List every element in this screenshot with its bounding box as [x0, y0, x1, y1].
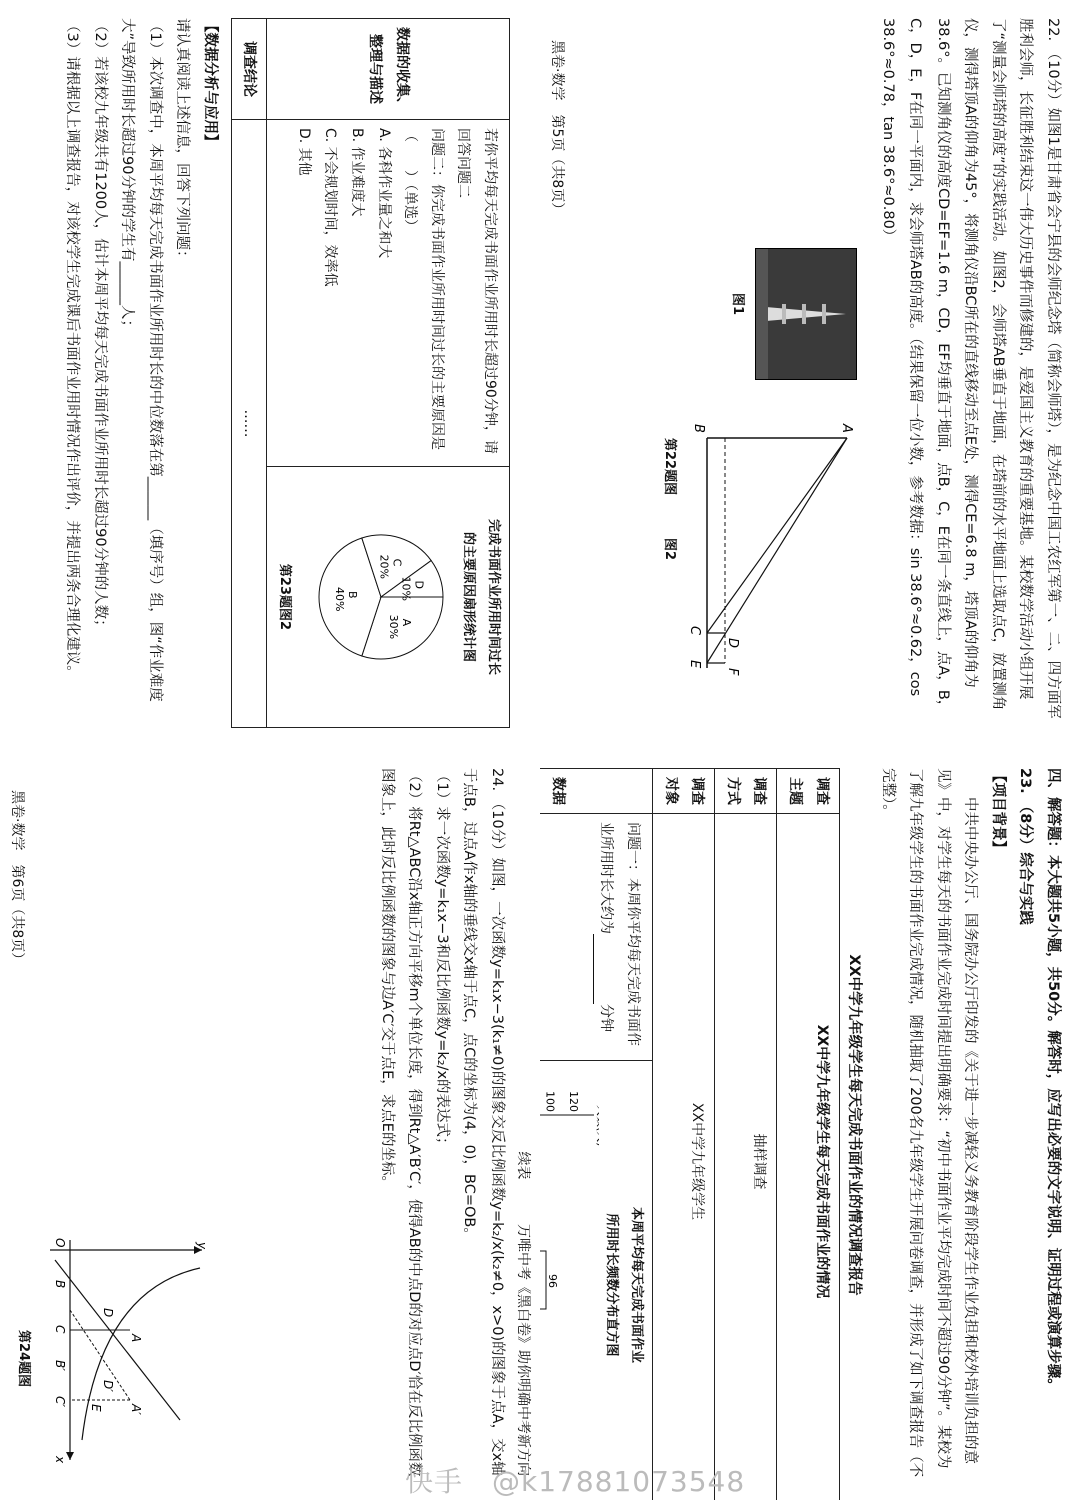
page-6-spread: [0, 0, 540, 1500]
y-axis-label: 人数(人): [594, 1105, 599, 1147]
q23-sub3: （3）请根据以上调查报告，对该校学生完成课后书面作业用时情况作出评价，并提出两条合理化建议。: [64, 18, 81, 680]
svg-text:C: C: [53, 1325, 67, 1334]
y-tick-label: 100: [543, 1091, 557, 1112]
q22-text: 22. （10分）如图1是甘肃省会宁县的会师纪念塔（简称会师塔），是为纪念中国工农红军第一、二、四方面军胜利会师，长征胜利结束这一伟大历史事件而修建的，是爱国主义教育的重要基地。某校数学活动小组开展了“测量会师塔的高度”的实践活动。如图2，会师塔AB垂直于地面，在塔前的水平地面上选取点C，放置测角仪，测得塔顶A的仰角为45°，将测角仪沿BC所在的直线移动至点E处，测得CE=6.8 m，塔顶A的仰角为38.6°。已知测角仪的高度CD=EF=1.6 m，CD，EF均垂直于地面，点B，C，E在同一条直线上，点A，B，C，D，E，F在同一平面内，求会师塔AB的高度。（结果保留一位小数，参考数据：sin 38.6°≈0.62，cos 38.6°≈0.78，tan 38.6°≈0.80）: [879, 18, 1061, 719]
pie-percent-label: 40%: [332, 587, 346, 612]
q22-caption: 第22题图: [662, 438, 678, 496]
continued-label: 续表: [515, 1151, 531, 1180]
tower-photo: [755, 248, 857, 380]
label-F: F: [725, 668, 741, 676]
svg-text:x: x: [53, 1456, 67, 1464]
q23-continued: [0, 0, 540, 750]
q22-geometry-figure: [687, 418, 857, 688]
pie-chart: [306, 507, 456, 687]
section-4-heading: 四、解答题：本大题共5小题，共50分。解答时，应写出必要的文字说明、证明过程或演算步骤。: [1045, 768, 1061, 1393]
pie-caption: 第23题图2: [277, 563, 293, 631]
q23-sub1: （1）本次调查中，本周平均每天完成书面作业所用时长的中位数落在第______（填序号）组，图“作业难度大”导致所用时长超过90分钟的学生有______人；: [119, 18, 163, 702]
svg-text:D: D: [101, 1308, 115, 1318]
svg-text:D′: D′: [101, 1380, 115, 1392]
table-row: 调查对象 XX中学九年级学生: [653, 769, 715, 1501]
frequency-histogram: [540, 1065, 599, 1500]
table-row: 数据的收集、 整理与描述 若你平均每天完成书面作业所用时长超过90分钟，请回答问题二 问题二：你完成书面作业所用时间过长的主要原因是（ ）（单选） A. 各科作业量之和大 B. 作业难度大 C. 不会规划时间，效率低 D. 其他 完成书面作业所用时间过长 的主要原因扇形统计图 A 30% B 40% C 20% D 10% 第23题图2: [267, 19, 510, 728]
svg-text:A: A: [129, 1334, 143, 1343]
label-E: E: [687, 660, 703, 669]
svg-text:E: E: [89, 1404, 103, 1412]
brand-title: 万唯中考《黑白卷》助你明确中考新方向: [515, 1224, 531, 1476]
svg-text:C′: C′: [53, 1396, 67, 1408]
pie-percent-label: 10%: [399, 576, 413, 601]
report-title: XX中学九年级学生每天完成书面作业的情况调查报告: [846, 954, 863, 1296]
fig1-label: 图1: [730, 293, 746, 316]
pie-category-label: D: [412, 580, 426, 589]
histogram-cell: 本周平均每天完成书面作业 所用时长频数分布直方图 人数(人) 100 120 96: [540, 1061, 652, 1500]
q23-background: 中共中央办公厅、国务院办公厅印发的《关于进一步减轻义务教育阶段学生作业负担和校外培训负担的意见》中，对学生每天的书面作业完成时间提出明确要求：“初中书面作业平均完成时间不超过90分钟”。某校为了解九年级学生的书面作业完成情况，随机抽取了200名九年级学生开展问卷调查，并形成了如下调查报告（不完整）。: [879, 768, 979, 1478]
q23-background-tag: 【项目背景】: [989, 768, 1006, 855]
watermark: 快手 @k17881073548: [405, 1465, 746, 1498]
bar-value-label: 96: [545, 1274, 559, 1288]
label-B: B: [691, 424, 707, 433]
table-row: 调查主题 XX中学九年级学生每天完成书面作业的情况: [777, 769, 839, 1501]
svg-text:B: B: [53, 1280, 67, 1289]
svg-text:A′: A′: [129, 1404, 143, 1415]
pie-category-label: C: [390, 558, 404, 567]
table-row: 数据 问题一：本周你平均每天完成书面作业所用时长大约为分钟 本周平均每天完成书面作业 所用时长频数分布直方图 人数(人) 100 120 96: [540, 769, 653, 1501]
q23-block: [540, 750, 1080, 1500]
pie-cell: 完成书面作业所用时间过长 的主要原因扇形统计图 A 30% B 40% C 20% D 10% 第23题图2: [267, 467, 509, 727]
q22-block: [540, 0, 1080, 750]
q23-title: 23. （8分）综合与实践: [1017, 768, 1034, 925]
question-two: 若你平均每天完成书面作业所用时长超过90分钟，请回答问题二 问题二：你完成书面作业所用时间过长的主要原因是（ ）（单选） A. 各科作业量之和大 B. 作业难度大 C. 不会规划时间，效率低 D. 其他: [267, 120, 509, 467]
q22-figures: [607, 18, 857, 732]
q24-caption: 第24题图: [16, 1330, 31, 1388]
svg-text:O: O: [53, 1238, 67, 1248]
question-one: 问题一：本周你平均每天完成书面作业所用时长大约为分钟: [540, 814, 652, 1061]
label-D: D: [725, 638, 741, 649]
q24-block: [0, 750, 540, 1500]
survey-table-continued: [231, 18, 510, 728]
y-tick-label: 120: [566, 1091, 580, 1112]
label-A: A: [839, 424, 855, 433]
footer-page-5: 黑卷·数学 第5页（共8页）: [549, 40, 565, 217]
q24-sub2: （2）将Rt△ABC沿x轴正方向平移m个单位长度，得到Rt△A′B′C′，使得AB的中点D的对应点D′恰在反比例函数图象上，此时反比例函数的图象与边A′C′交于点E，求点E的坐标。: [378, 768, 423, 1477]
pie-percent-label: 30%: [386, 614, 400, 640]
table-row: 调查方式 抽样调查: [715, 769, 777, 1501]
q24-function-figure: [40, 1220, 210, 1470]
svg-text:B′: B′: [53, 1360, 67, 1371]
pie-category-label: B: [345, 591, 359, 599]
table-row: 调查结论 ……: [231, 19, 267, 728]
survey-table: [540, 768, 840, 1500]
svg-text:y: y: [195, 1242, 209, 1250]
analysis-tag: 【数据分析与应用】: [201, 18, 218, 149]
pie-category-label: A: [399, 618, 413, 627]
q24-text: 24. （10分）如图，一次函数y=k₁x−3(k₁≠0)的图象交反比例函数y=k₂/x(k₂≠0，x>0)的图象于点A，交x轴于点B，过点A作x轴的垂线交x轴于点C，点C的坐标为(4，0)，BC=OB。: [461, 768, 505, 1476]
fig2-label: 图2: [662, 538, 678, 561]
q24-sub1: （1）求一次函数y=k₁x−3和反比例函数y=k₂/x的表达式；: [433, 768, 450, 1152]
footer-page-6: 黑卷·数学 第6页（共8页）: [9, 790, 25, 967]
page-5-spread: [540, 0, 1080, 1500]
q23-sub2: （2）若该校九年级共有1200人，估计本周平均每天完成书面作业所用时长超过90分钟的人数；: [91, 18, 108, 634]
pie-percent-label: 20%: [377, 554, 391, 580]
tower-photo-icon: [756, 249, 856, 379]
label-C: C: [687, 626, 703, 636]
analysis-intro: 请认真阅读上述信息，回答下列问题：: [174, 18, 191, 265]
